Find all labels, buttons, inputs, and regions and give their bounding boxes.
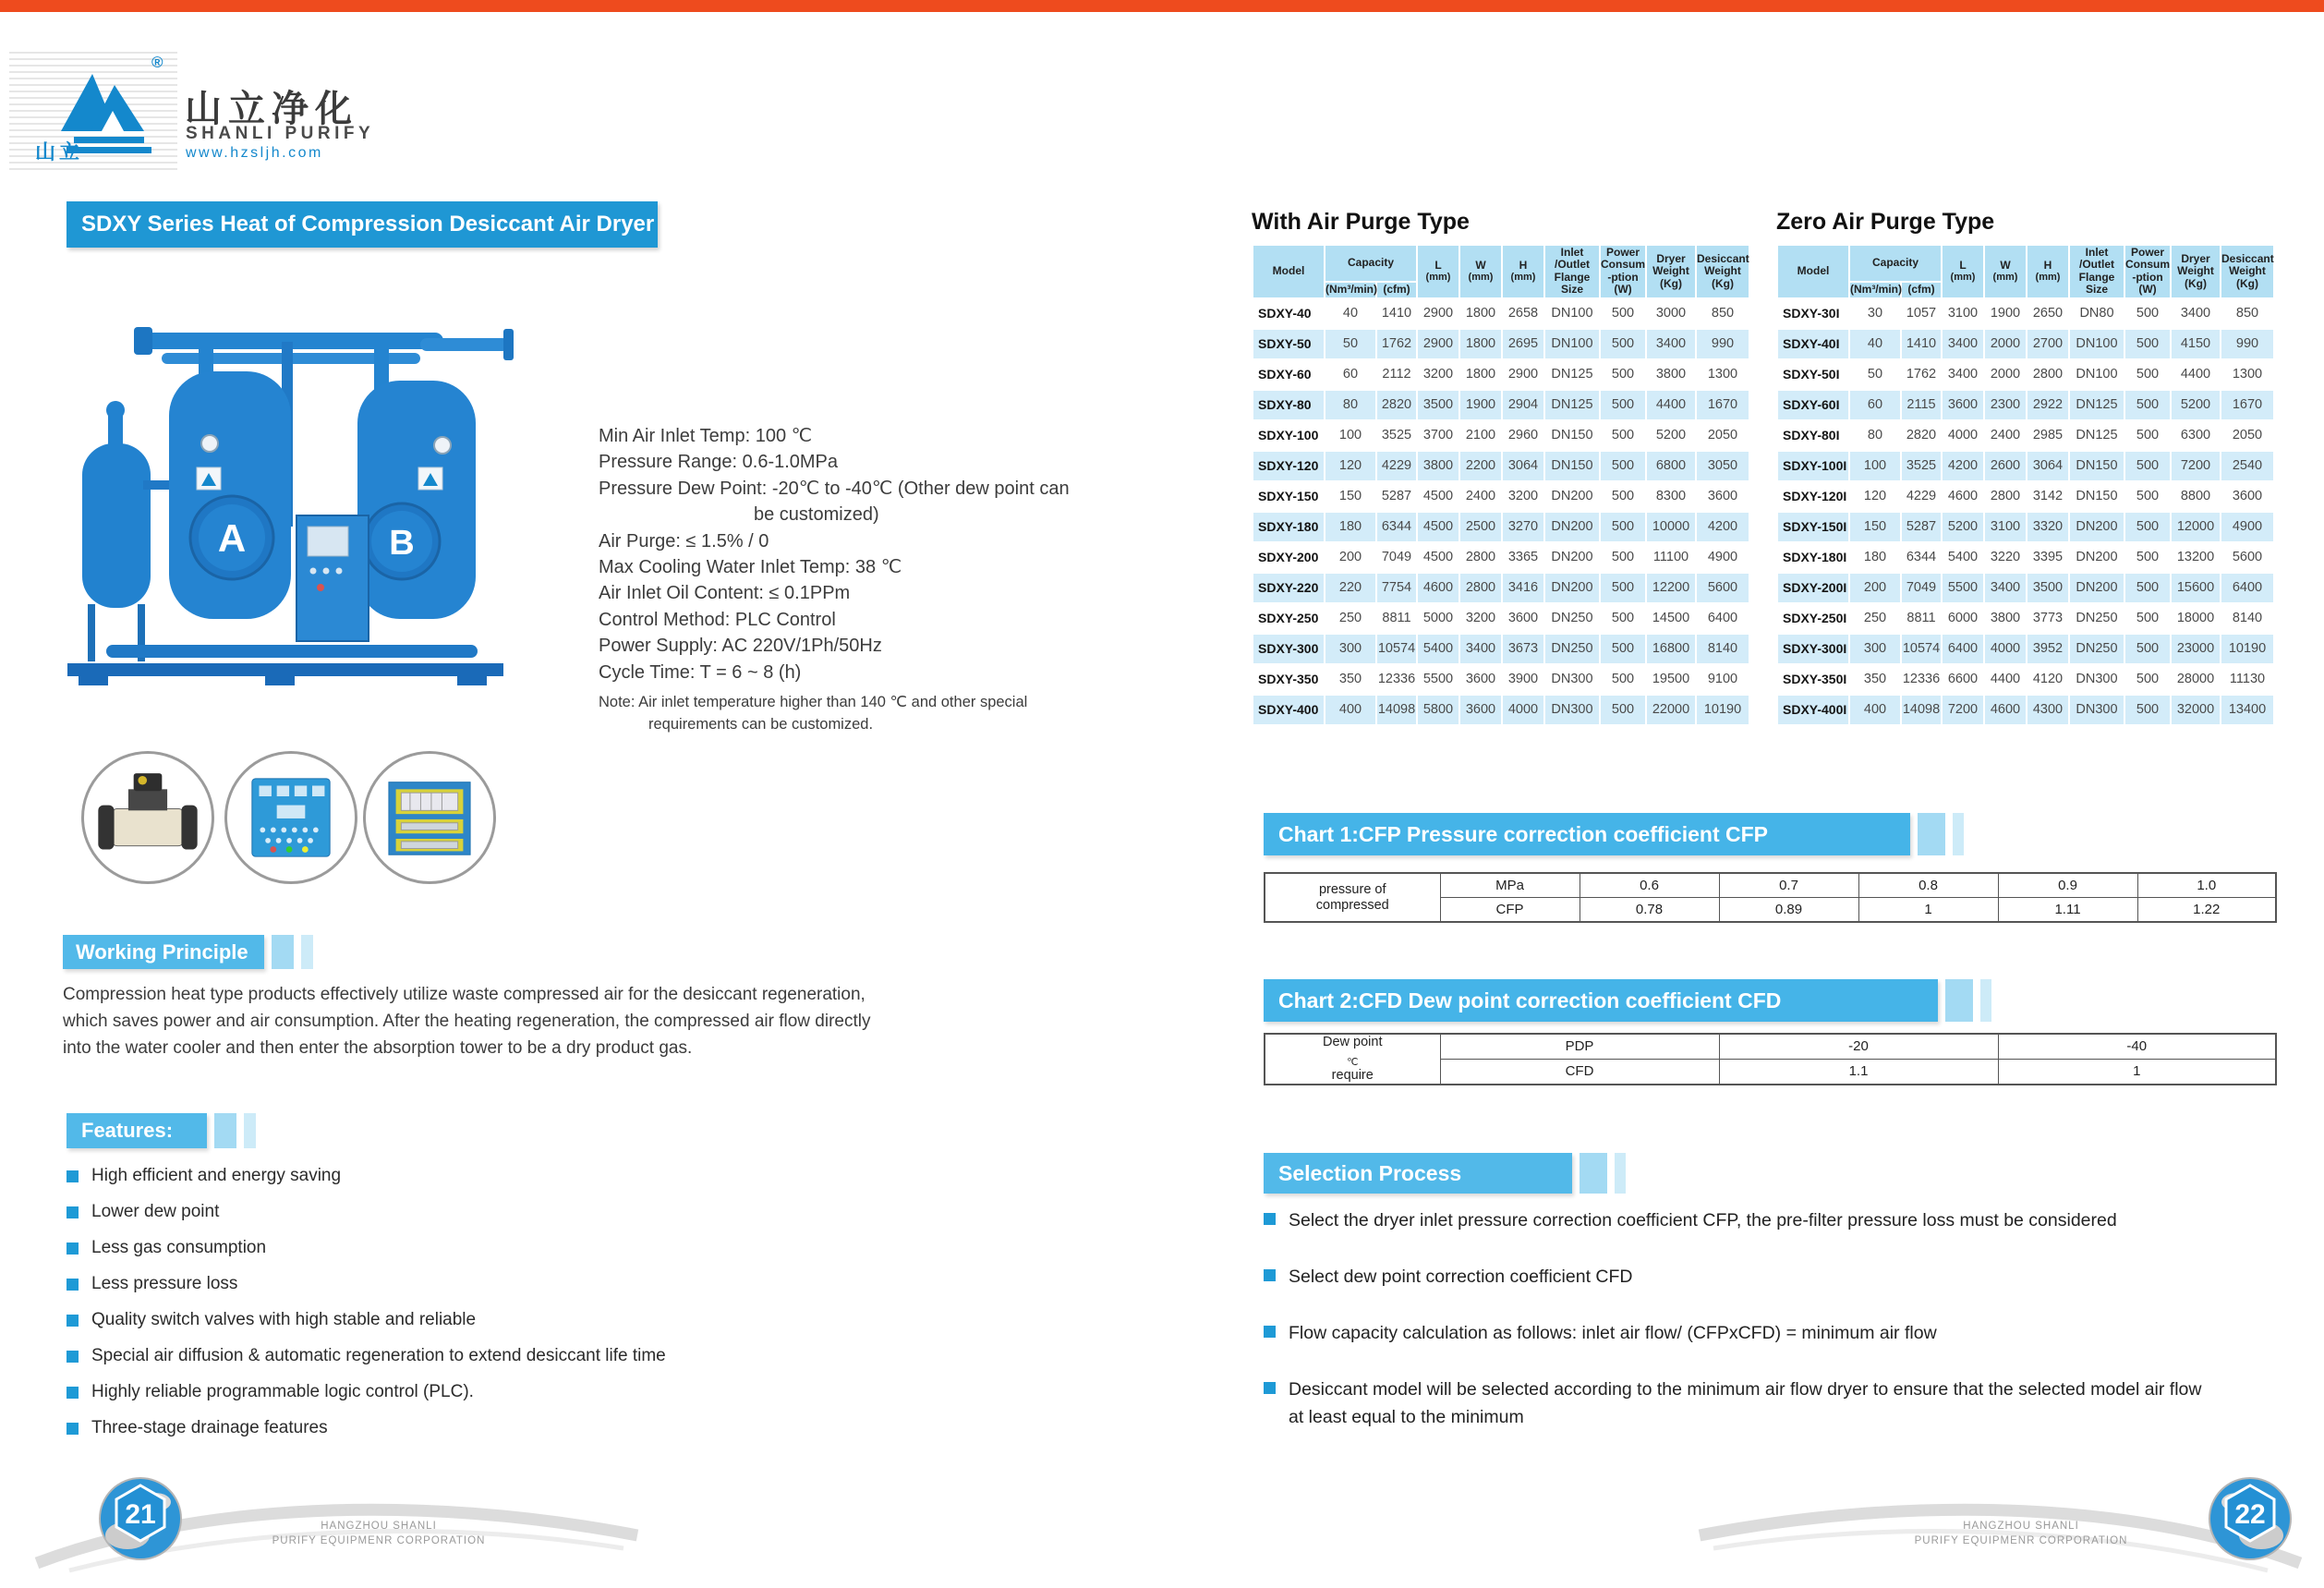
- with-air-purge-title: With Air Purge Type: [1252, 209, 1470, 235]
- company-line: HANGZHOU SHANLI: [321, 1521, 437, 1532]
- bullet-square-icon: [1264, 1213, 1276, 1225]
- thumbnail-heater-cabinet: [363, 751, 496, 884]
- bullet-square-icon: [1264, 1269, 1276, 1281]
- spec-note-line: requirements can be customized.: [648, 716, 874, 733]
- bullet-square-icon: [1264, 1382, 1276, 1394]
- selection-step: [1264, 1206, 2215, 1234]
- zero-air-purge-table: [1776, 244, 2275, 726]
- table-row: SDXY-40I 40 1410 3400 2000 2700 DN100 500 4150 990: [1778, 330, 2273, 358]
- feature-text: Highly reliable programmable logic control (PLC).: [91, 1382, 474, 1401]
- product-illustration: [51, 305, 531, 711]
- registered-mark: ®: [151, 54, 163, 71]
- spec-line: Pressure Dew Point: -20℃ to -40℃ (Other dew point can: [599, 478, 1070, 499]
- selection-step: [1264, 1319, 2215, 1347]
- table-row: SDXY-150 150 5287 4500 2400 3200 DN200 500 8300 3600: [1253, 482, 1749, 511]
- table-row: SDXY-30I 30 1057 3100 1900 2650 DN80 500 3400 850: [1778, 299, 2273, 328]
- decor-square: [1945, 979, 1973, 1022]
- table-row: SDXY-120I 120 4229 4600 2800 3142 DN150 500 8800 3600: [1778, 482, 2273, 511]
- feature-item: [67, 1310, 769, 1330]
- page-number-globe-left: [96, 1474, 185, 1563]
- table-row: SDXY-220 220 7754 4600 2800 3416 DN200 500 12200 5600: [1253, 574, 1749, 602]
- bullet-square-icon: [67, 1315, 79, 1327]
- table-row: SDXY-120 120 4229 3800 2200 3064 DN150 500 6800 3050: [1253, 452, 1749, 480]
- feature-item: [67, 1418, 769, 1438]
- decor-square: [1980, 979, 1991, 1022]
- table-row: SDXY-180I 180 6344 5400 3220 3395 DN200 500 13200 5600: [1778, 543, 2273, 572]
- table-row: SDXY-300 300 10574 5400 3400 3673 DN250 500 16800 8140: [1253, 635, 1749, 663]
- chart1-row-cfp: CFP 0.78 0.89 1 1.11 1.22: [1265, 898, 2276, 923]
- company-line: HANGZHOU SHANLI: [1963, 1521, 2079, 1532]
- feature-item: [67, 1238, 769, 1258]
- selection-process-list: [1264, 1206, 2215, 1460]
- table-row: SDXY-200I 200 7049 5500 3400 3500 DN200 500 15600 6400: [1778, 574, 2273, 602]
- table-header: Model Capacity L (mm) W (mm) H (mm) Inlet /Outlet Flange Size Power Consum -ption (W) Dryer Weight (Kg) Desiccant Weight (Kg) (Nm³/min) (cfm): [1778, 246, 2273, 297]
- chart2-row-label: Dew point $_℃$ require: [1265, 1034, 1440, 1085]
- control-panel-icon: [227, 754, 355, 881]
- table-row: SDXY-60I 60 2115 3600 2300 2922 DN125 500 5200 1670: [1778, 391, 2273, 419]
- chart2-row-cfd: CFD 1.1 1: [1265, 1059, 2276, 1084]
- with-air-purge-table: [1252, 244, 1750, 726]
- selection-step-text: Desiccant model will be selected according to the minimum air flow dryer to ensure that the selected model air flow at least equal to the minimum: [1289, 1379, 2202, 1427]
- table-row: SDXY-350I 350 12336 6600 4400 4120 DN300 500 28000 11130: [1778, 665, 2273, 694]
- spec-line: Air Inlet Oil Content: ≤ 0.1PPm: [599, 583, 851, 604]
- bullet-square-icon: [67, 1206, 79, 1218]
- feature-text: Less gas consumption: [91, 1238, 267, 1257]
- brand-name-cn: 山立净化: [185, 89, 358, 129]
- selection-step-text: Flow capacity calculation as follows: inlet air flow/ (CFPxCFD) = minimum air flow: [1289, 1323, 1937, 1343]
- decor-square: [214, 1113, 236, 1148]
- table-row: SDXY-40 40 1410 2900 1800 2658 DN100 500 3000 850: [1253, 299, 1749, 328]
- features-list: [67, 1166, 769, 1454]
- company-line: PURIFY EQUIPMENR CORPORATION: [272, 1535, 486, 1546]
- bullet-square-icon: [67, 1170, 79, 1182]
- page-number-left: 21: [125, 1499, 156, 1530]
- chart1-table: [1264, 872, 2277, 923]
- page-title: SDXY Series Heat of Compression Desiccant Air Dryer: [67, 201, 658, 248]
- bullet-square-icon: [67, 1387, 79, 1399]
- table-row: SDXY-250I 250 8811 6000 3800 3773 DN250 500 18000 8140: [1778, 604, 2273, 633]
- decor-square: [1953, 813, 1964, 855]
- company-name-left: [212, 1519, 545, 1548]
- features-header: Features:: [67, 1113, 207, 1148]
- selection-process-header: Selection Process: [1264, 1153, 1572, 1194]
- zero-air-purge-title: Zero Air Purge Type: [1776, 209, 1995, 235]
- table-row: SDXY-350 350 12336 5500 3600 3900 DN300 500 19500 9100: [1253, 665, 1749, 694]
- feature-item: [67, 1346, 769, 1366]
- page-number-globe-right: [2206, 1474, 2294, 1563]
- feature-item: [67, 1166, 769, 1186]
- chart1-row-mpa: pressure of compressed MPa 0.6 0.7 0.8 0.9 1.0: [1265, 873, 2276, 898]
- table-row: SDXY-60 60 2112 3200 1800 2900 DN125 500 3800 1300: [1253, 360, 1749, 389]
- company-line: PURIFY EQUIPMENR CORPORATION: [1914, 1535, 2128, 1546]
- table-header: Model Capacity L (mm) W (mm) H (mm) Inlet /Outlet Flange Size Power Consum -ption (W) Dryer Weight (Kg) Desiccant Weight (Kg) (Nm³/min) (cfm): [1253, 246, 1749, 297]
- spec-note: [599, 691, 1079, 735]
- feature-text: High efficient and energy saving: [91, 1166, 342, 1185]
- table-row: SDXY-80I 80 2820 4000 2400 2985 DN125 500 6300 2050: [1778, 421, 2273, 450]
- working-principle-body: Compression heat type products effectively utilize waste compressed air for the desiccant regeneration, which saves power and air consumption. After the heating regeneration, the compressed air flow directly into the water cooler and then enter the absorption tower to be a dry product gas.: [63, 985, 871, 1058]
- table-row: SDXY-50 50 1762 2900 1800 2695 DN100 500 3400 990: [1253, 330, 1749, 358]
- table-row: SDXY-150I 150 5287 5200 3100 3320 DN200 500 12000 4900: [1778, 513, 2273, 541]
- feature-text: Special air diffusion & automatic regeneration to extend desiccant life time: [91, 1346, 666, 1365]
- working-principle-header: Working Principle: [63, 935, 264, 969]
- feature-text: Less pressure loss: [91, 1274, 238, 1293]
- page-number-right: 22: [2234, 1499, 2266, 1530]
- thumbnail-valve: [81, 751, 214, 884]
- selection-step-text: Select the dryer inlet pressure correction coefficient CFP, the pre-filter pressure loss must be considered: [1289, 1210, 2117, 1230]
- spec-line: Air Purge: ≤ 1.5% / 0: [599, 530, 769, 552]
- bullet-square-icon: [67, 1423, 79, 1435]
- heater-cabinet-icon: [366, 754, 493, 881]
- tower-b-label: B: [389, 524, 415, 563]
- table-row: SDXY-100I 100 3525 4200 2600 3064 DN150 500 7200 2540: [1778, 452, 2273, 480]
- thumbnail-control-panel: [224, 751, 357, 884]
- table-row: SDXY-80 80 2820 3500 1900 2904 DN125 500 4400 1670: [1253, 391, 1749, 419]
- feature-text: Quality switch valves with high stable and reliable: [91, 1310, 477, 1329]
- decor-square: [1580, 1153, 1607, 1194]
- chart2-header: Chart 2:CFD Dew point correction coefficient CFD: [1264, 979, 1938, 1022]
- company-name-right: [1855, 1519, 2187, 1548]
- table-row: SDXY-250 250 8811 5000 3200 3600 DN250 500 14500 6400: [1253, 604, 1749, 633]
- brand-website: www.hzsljh.com: [186, 145, 323, 161]
- valve-icon: [84, 754, 212, 881]
- chart1-header: Chart 1:CFP Pressure correction coefficient CFP: [1264, 813, 1910, 855]
- feature-text: Three-stage drainage features: [91, 1418, 328, 1437]
- feature-item: [67, 1382, 769, 1402]
- brand-name-en: SHANLI PURIFY: [186, 124, 375, 143]
- chart2-table: [1264, 1033, 2277, 1085]
- spec-line: Min Air Inlet Temp: 100 ℃: [599, 426, 813, 446]
- selection-step: [1264, 1263, 2215, 1291]
- selection-step: [1264, 1376, 2215, 1431]
- decor-square: [1918, 813, 1945, 855]
- decor-square: [1615, 1153, 1626, 1194]
- selection-step-text: Select dew point correction coefficient CFD: [1289, 1267, 1633, 1287]
- spec-note-line: Note: Air inlet temperature higher than 140 ℃ and other special: [599, 694, 1028, 710]
- spec-line: Power Supply: AC 220V/1Ph/50Hz: [599, 636, 882, 657]
- decor-square: [244, 1113, 256, 1148]
- product-specs: [599, 423, 1079, 685]
- table-row: SDXY-50I 50 1762 3400 2000 2800 DN100 500 4400 1300: [1778, 360, 2273, 389]
- table-row: SDXY-100 100 3525 3700 2100 2960 DN150 500 5200 2050: [1253, 421, 1749, 450]
- table-row: SDXY-180 180 6344 4500 2500 3270 DN200 500 10000 4200: [1253, 513, 1749, 541]
- bullet-square-icon: [67, 1279, 79, 1291]
- chart2-row-pdp: Dew point $_℃$ require PDP -20 -40: [1265, 1034, 2276, 1059]
- spec-line: Control Method: PLC Control: [599, 609, 836, 630]
- table-row: SDXY-200 200 7049 4500 2800 3365 DN200 500 11100 4900: [1253, 543, 1749, 572]
- feature-text: Lower dew point: [91, 1202, 220, 1221]
- tower-a-label: A: [217, 516, 247, 560]
- table-row: SDXY-400I 400 14098 7200 4600 4300 DN300 500 32000 13400: [1778, 696, 2273, 724]
- feature-item: [67, 1202, 769, 1222]
- spec-line: Max Cooling Water Inlet Temp: 38 ℃: [599, 557, 902, 578]
- decor-square: [301, 935, 313, 969]
- spec-line: be customized): [754, 504, 879, 526]
- table-row: SDXY-300I 300 10574 6400 4000 3952 DN250 500 23000 10190: [1778, 635, 2273, 663]
- table-row: SDXY-400 400 14098 5800 3600 4000 DN300 500 22000 10190: [1253, 696, 1749, 724]
- decor-square: [272, 935, 294, 969]
- spec-line: Cycle Time: T = 6 ~ 8 (h): [599, 661, 802, 683]
- chart1-row-label: pressure of compressed: [1265, 873, 1440, 922]
- bullet-square-icon: [67, 1351, 79, 1363]
- spec-line: Pressure Range: 0.6-1.0MPa: [599, 452, 839, 473]
- bullet-square-icon: [1264, 1326, 1276, 1338]
- logo-small-cn: 山立: [35, 140, 84, 164]
- feature-item: [67, 1274, 769, 1294]
- top-accent-bar: [0, 0, 2324, 12]
- bullet-square-icon: [67, 1243, 79, 1255]
